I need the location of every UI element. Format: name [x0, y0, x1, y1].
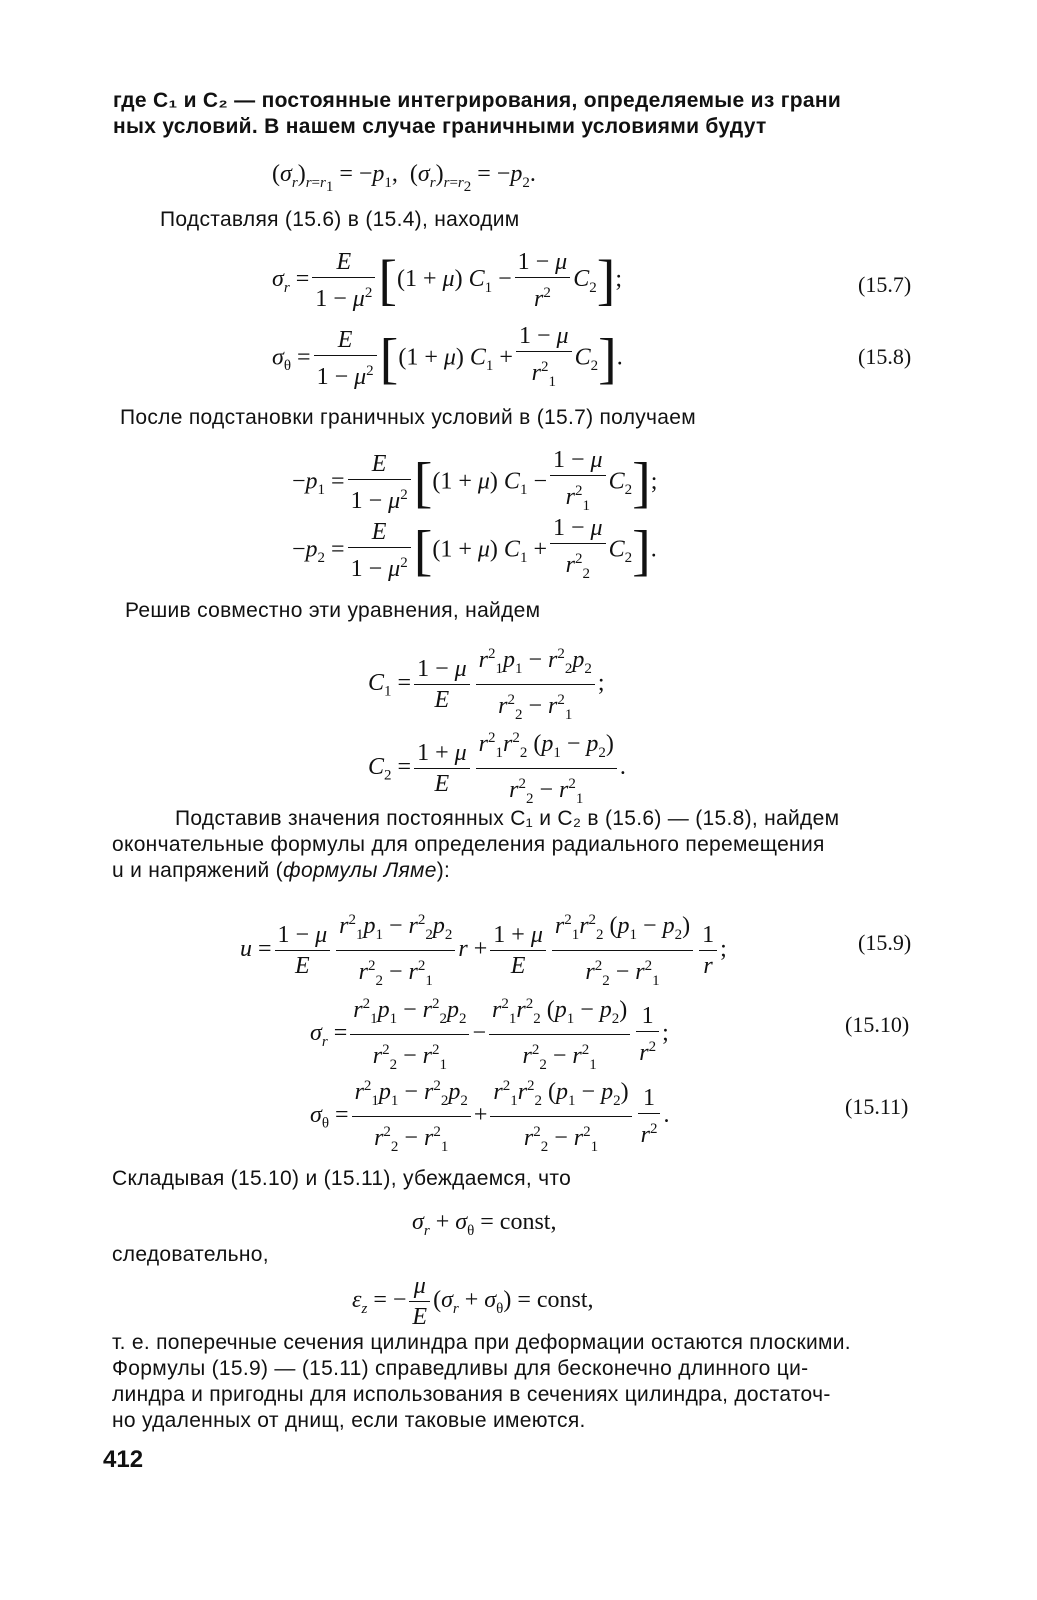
page-number: 412 — [103, 1446, 144, 1473]
final-formulas-line-1: Подставив значения постоянных C₁ и C₂ в (15.6) — (15.8), найдем — [175, 807, 840, 830]
equation-number-15-7: (15.7) — [858, 272, 912, 297]
equation-number-15-11: (15.11) — [845, 1094, 909, 1119]
adding-text: Складывая (15.10) и (15.11), убеждаемся, что — [112, 1167, 572, 1190]
equation-c2: $C_2$ = $\frac{1 + \mu}{E}$ $\frac{r^2_1r^2_2 (p_1 - p_2)}{r^2_2 - r^2_1}$ . — [368, 724, 626, 813]
equation-p1: $-p_1$ = $\frac{E}{1 - \mu^2}$ [(1 + μ) $C_1$ − $\frac{1 - \mu}{r^2_1}$ $C_2$]; — [292, 447, 658, 515]
intro-line-2: ных условий. В нашем случае граничными условиями будут — [113, 115, 767, 138]
equation-sum-const: $\sigma_r + \sigma_\theta$ = const, — [412, 1209, 557, 1239]
solving-text: Решив совместно эти уравнения, найдем — [125, 599, 541, 622]
conclusion-line-1: т. е. поперечные сечения цилиндра при деформации остаются плоскими. — [112, 1331, 851, 1354]
conclusion-line-4: но удаленных от днищ, если таковые имеются. — [112, 1409, 586, 1432]
equation-number-15-9: (15.9) — [858, 930, 912, 955]
conclusion-line-2: Формулы (15.9) — (15.11) справедливы для бесконечно длинного ци- — [112, 1357, 809, 1380]
equation-sigma-r: $\sigma_r$ = $\frac{E}{1 - \mu^2}$ [(1 + μ) $C_1$ − $\frac{1 - \mu}{r^2}$ $C_2$]; — [272, 249, 623, 312]
intro-line-1: где C₁ и C₂ — постоянные интегрирования, определяемые из грани — [113, 89, 842, 112]
equation-sigma-theta: $\sigma_\theta$ = $\frac{E}{1 - \mu^2}$ [(1 + μ) $C_1$ + $\frac{1 - \mu}{r^2_1}$ $C_2$]. — [272, 323, 623, 391]
boundary-conditions-equation: $(\sigma_r)_{r=r_1} = -p_1$, $(\sigma_r)_{r=r_2} = -p_2$. — [272, 161, 536, 195]
equation-u: u = $\frac{1 - \mu}{E}$ $\frac{r^2_1p_1 - r^2_2p_2}{r^2_2 - r^2_1}$ r + $\frac{1 + \mu}{E}$ $\frac{r^2_1r^2_2 (p_1 - p_2)}{r^2_2 - r^2_1}$ $\frac{1}{r}$ ; — [240, 906, 727, 995]
equation-p2: $-p_2$ = $\frac{E}{1 - \mu^2}$ [(1 + μ) $C_1$ + $\frac{1 - \mu}{r^2_2}$ $C_2$]. — [292, 515, 657, 583]
equation-sigma-r-final: $\sigma_r$ = $\frac{r^2_1p_1 - r^2_2p_2}{r^2_2 - r^2_1}$ − $\frac{r^2_1r^2_2 (p_1 - p_2)}{r^2_2 - r^2_1}$ $\frac{1}{r^2}$ ; — [310, 990, 669, 1079]
equation-number-15-10: (15.10) — [845, 1012, 910, 1037]
substitution-text: Подставляя (15.6) в (15.4), находим — [160, 208, 520, 231]
equation-c1: $C_1$ = $\frac{1 - \mu}{E}$ $\frac{r^2_1p_1 - r^2_2p_2}{r^2_2 - r^2_1}$ ; — [368, 640, 605, 729]
conclusion-line-3: линдра и пригодны для использования в сечениях цилиндра, достаточ- — [112, 1383, 831, 1406]
final-formulas-line-3: u и напряжений (формулы Ляме): — [112, 859, 451, 882]
equation-number-15-8: (15.8) — [858, 344, 912, 369]
consequently-text: следовательно, — [112, 1243, 269, 1266]
equation-epsilon-z: $\varepsilon_z$ = − $\frac{\mu}{E}$ $(\sigma_r + \sigma_\theta)$ = const, — [352, 1273, 594, 1330]
final-formulas-line-2: окончательные формулы для определения радиального перемещения — [112, 833, 825, 856]
equation-sigma-theta-final: $\sigma_\theta$ = $\frac{r^2_1p_1 - r^2_2p_2}{r^2_2 - r^2_1}$ + $\frac{r^2_1r^2_2 (p_1 - p_2)}{r^2_2 - r^2_1}$ $\frac{1}{r^2}$ . — [310, 1072, 669, 1161]
after-substitution-text: После подстановки граничных условий в (15.7) получаем — [120, 406, 696, 429]
